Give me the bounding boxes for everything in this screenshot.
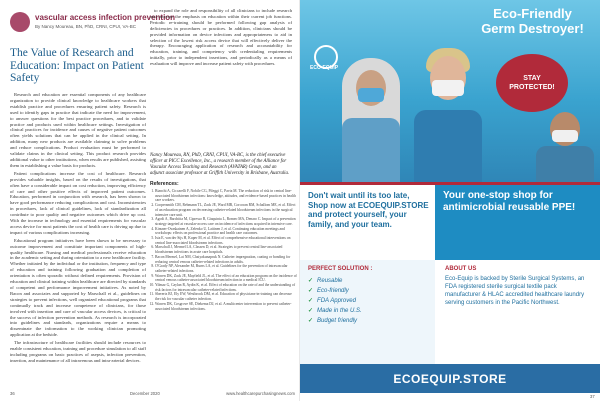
page-footer bbox=[10, 391, 295, 399]
reference-item: 1. Bianchi A, Ciccarelli F, Nobile CG, Pileggi C, Pavia M. The reduction of risk in central line-associated bloodstream infections: knowledge, attitudes, and evidence-based practices in health care workers. bbox=[155, 189, 297, 203]
masked-man-photo bbox=[532, 112, 598, 182]
feature-item: ✓ Budget friendly bbox=[308, 318, 358, 324]
eco-equip-logo bbox=[310, 45, 342, 73]
check-icon: ✓ bbox=[308, 278, 314, 284]
reference-item: 10. Yilmaz G, Caylan R, Aydin K, et al. Effect of education on the rate of and the understanding of risk factors for intravascular catheter-related infections. bbox=[155, 283, 297, 292]
article-title: The Value of Research and Education: Impact on Patient Safety bbox=[10, 47, 144, 84]
issue-date: December 2020 bbox=[130, 391, 160, 396]
reference-item: 7. Bacon Mermel, Lai NM, Chaiyakunapruk N. Catheter impregnation, coating or bonding for reducing central venous catheter-related infections in adults. bbox=[155, 255, 297, 264]
feature-item: ✓ Eco-friendly bbox=[308, 288, 349, 294]
reference-item: 11. Sherertz RJ, Ely EW, Westbrook DM, et al. Education of physicians-in-training can decrease the risk for vascular catheter infection. bbox=[155, 292, 297, 301]
shop-now-text: Don't wait until its too late, Shop now at ECOEQUIP.STORE and protect yourself, your family, and your team. bbox=[308, 191, 429, 229]
about-us-text: Eco-Equip is backed by Sterile Surgical Systems, an FDA registered sterile surgical textile pack manufacturer & HLAC accredited healthcare laundry serving customers in the Pacific Northwest. bbox=[445, 276, 585, 306]
check-icon: ✓ bbox=[308, 318, 314, 324]
article-column-2 bbox=[150, 8, 292, 150]
reference-item: 2. Coopersmith CM, Rebmann TL, Zack JE, Ward MR, Corcoran RM, Schallom ME, et al. Effect of an education program on decreasing catheter-related bloodstream infections in the surgical intensive care unit. bbox=[155, 203, 297, 217]
series-title: vascular access infection prevention bbox=[35, 13, 176, 22]
references-heading: References: bbox=[150, 181, 179, 187]
page-number: 37 bbox=[590, 394, 595, 399]
badge-text: STAY PROTECTED! bbox=[509, 75, 555, 91]
series-logo-icon bbox=[10, 12, 30, 32]
logo-text: ECO-EQUIP bbox=[310, 65, 339, 71]
page-number: 36 bbox=[10, 391, 15, 396]
paragraph: Educational program initiatives have been shown to be necessary to outcome improvement and constitute important components of high-quality healthcare. Nursing and medical professionals receive education in the academic setting and during orientation to a new healthcare facility. Whether initiated by the individual or the institution, frequency and type of education and training following graduation and completion of orientation is often sporadic without defined requirements. Provision of education and clinical training within healthcare are directed by standards of competent and performance improvement initiatives. As noted by Bacon and associates and supported by Marschall et al., guidelines on strategies to prevent infections, well organized educational programs that continually track and increase competence of clinicians, for those involved with insertion and care of vascular access devices, is critical to the success of infection prevention methods. As research is incorporated into guidelines and standards, organizations require a means to disseminate the information to the working clinician promoting application at the bedside. bbox=[10, 237, 146, 338]
stay-protected-badge bbox=[496, 54, 568, 112]
reference-item: 8. O'Grady NP, Alexander M, Burns LA, et al. Guidelines for the prevention of intravascular catheter-related infections. bbox=[155, 264, 297, 273]
store-url-banner[interactable] bbox=[300, 364, 600, 393]
feature-item: ✓ Made in the U.S. bbox=[308, 308, 362, 314]
one-stop-shop-callout bbox=[435, 182, 600, 263]
reference-item: 12. Warren DK, Cosgrove SE, Diekema DJ, et al. A multicenter intervention to prevent catheter-associated bloodstream infections. bbox=[155, 302, 297, 311]
about-us-title: ABOUT US bbox=[445, 266, 477, 272]
advertisement-page bbox=[300, 0, 600, 401]
perfect-solution-title: PERFECT SOLUTION : bbox=[308, 266, 373, 272]
article-header bbox=[10, 12, 176, 34]
paragraph: Research and education are essential components of any healthcare organization to provide clinical knowledge to healthcare workers that establish practice and procedures ensuring patient safety. Research is used to identify gaps in practice that indicate the need for improvement, to answer questions for the best practice procedures, and to validate practice and products used within healthcare settings. Investigation of clinical practices for incidence and causes of negative patient outcomes often yields solutions that can be applied in the clinical setting. In addition, many new products are available claiming to solve problems and reduce complications. Product evaluation must be performed to validate claims in the clinical setting. This product research provides additional value to other institutions, when results are published, assisting them in establishing a value basis for products. bbox=[10, 92, 146, 168]
references-list bbox=[150, 189, 297, 387]
masked-woman-photo bbox=[408, 46, 488, 182]
reference-item: 9. Warren DK, Zack JE, Mayfield JL, et al. The effect of an education program on the incidence of central venous catheter-associated bloodstream infection in a medical ICU. bbox=[155, 274, 297, 283]
reference-item: 6. Marschall J, Mermel LA, Classen D, et al. Strategies to prevent central line-associated bloodstream infections in acute care hospitals. bbox=[155, 245, 297, 254]
paragraph: Patient complications increase the cost of healthcare. Research provides valuable insights, based on the results of investigations, that often have a considerable impact on cost reduction, improving efficiency of care and other positive effects of improved patient outcomes. Education, performed in conjunction with research, has been shown to have good performance reducing complications and cost. Inconsistencies in procedures, lack of clinical guidelines, lack of standardization all contribute to poor quality and negative outcomes which drive up cost. With the increase in technology and essential requirements for vascular access device for most patients the cost of health care is driving up due to impact of various complications increasing. bbox=[10, 170, 146, 235]
feature-item: ✓ FDA Approved bbox=[308, 298, 356, 304]
feature-item: ✓ Reusable bbox=[308, 278, 343, 284]
check-icon: ✓ bbox=[308, 298, 314, 304]
byline: By Nancy Moureau, BN, PhD, CRNI, CPUI, VA-BC bbox=[35, 24, 136, 29]
one-stop-shop-text: Your one-stop shop for antimicrobial reusable PPE! bbox=[443, 190, 576, 213]
about-us-panel bbox=[435, 260, 600, 364]
ad-hero bbox=[300, 0, 600, 182]
ad-headline-line1: Eco-Friendly bbox=[493, 6, 572, 21]
paragraph: to expand the role and responsibility of all clinicians to include research and increase the emphasis on education within their current job functions. Periodic re-training should be performed following gap analysis of deficiencies in procedures or practices. In addition, clinicians should be provided information on device infections and appropriateness to aid in selection of the lowest risk access device that will effectively deliver the therapy. Encouraging application of research and accountability for education, training, and competency with credentialing requirements initially, prior to independent insertions, and periodically as a means of evaluation will improve and increase patient safety with procedures. bbox=[150, 8, 292, 67]
perfect-solution-panel bbox=[300, 260, 435, 364]
feature-list bbox=[308, 276, 362, 326]
paragraph: The infrastructure of healthcare facilities should include resources to enable consistent education, training and procedure simulation to all staff including programs on basic practices of asepsis, infection prevention, insertion, and maintenance of all intravenous and intra-arterial devices. bbox=[10, 340, 146, 363]
check-icon: ✓ bbox=[308, 308, 314, 314]
masked-worker-photo bbox=[342, 58, 400, 182]
reference-item: 4. Kinsner-Ovaskainen A, Zelenko U, Laitinen J, et al. Continuing education meetings and workshops: effects on professional practice and health care outcomes. bbox=[155, 227, 297, 236]
reference-item: 5. Ista E, van der Sijs H, Kuper M, et al. Effect of comprehensive educational interventions on central line-associated bloodstream infections. bbox=[155, 236, 297, 245]
check-icon: ✓ bbox=[308, 288, 314, 294]
reference-item: 3. Agodi A, Barchitta M, Cipresso R, Giaquinta L, Romeo MA, Denaro C. Impact of a prevention strategy targeted at vascular-access care on incidence of infections acquired in intensive care. bbox=[155, 217, 297, 226]
article-column-1 bbox=[10, 92, 146, 390]
store-url[interactable]: ECOEQUIP.STORE bbox=[393, 371, 507, 386]
author-bio: Nancy Moureau, RN, PhD, CRNI, CPUI, VA-BC, is the chief executive officer at PICC Excellence, Inc., a research member of the Alliance for Vascular Access Teaching and Research (AVATAR) Group, and an adjunct associate professor at Griffith University in Brisbane, Australia. bbox=[150, 153, 290, 176]
magazine-url[interactable]: www.healthcarepurchasingnews.com bbox=[226, 391, 295, 396]
shop-now-callout bbox=[300, 182, 435, 263]
ad-headline-line2: Germ Destroyer! bbox=[481, 21, 584, 36]
